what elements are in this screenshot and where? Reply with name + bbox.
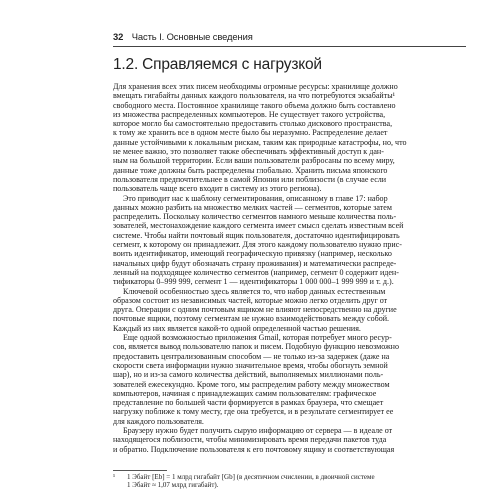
text-line: нагрузку поближе к тому месту, где она требуется, и в результате сегментирует ее bbox=[113, 407, 394, 417]
text-line: Еще одной возможностью приложения Gmail, которая потребует много ресур- bbox=[123, 333, 392, 343]
text-line: сов, является вывод пользователю папок и писем. Подобную функцию невозможно bbox=[113, 342, 399, 352]
text-line: почтовые ящики, поэтому сегментам не нужно взаимодействовать между собой. bbox=[113, 314, 390, 324]
text-line: начальных цифр будут обозначать страну проживания) и математически распреде- bbox=[113, 258, 397, 268]
text-line: Браузеру нужно будет получить сырую информацию от сервера — в идеале от bbox=[123, 425, 393, 435]
text-line: к тому же хранить все в одном месте было бы неразумно. Распределение делает bbox=[113, 128, 388, 138]
page-number: 32 bbox=[113, 31, 124, 42]
text-line: вмещать гигабайты данных каждого пользователя, на что потребуются экзабайты¹ bbox=[113, 91, 396, 101]
text-line: данные устойчивыми к локальным рискам, таким как природные катастрофы, но, что bbox=[113, 137, 407, 147]
text-line: пользователь чаще всего входит в систему из этого региона). bbox=[113, 184, 322, 194]
text-line: Это приводит нас к шаблону сегментирования, описанному в главе 17: набор bbox=[123, 193, 388, 203]
text-line: из множества распределенных компьютеров. Не существует такого устройства, bbox=[113, 109, 386, 119]
text-line: данные тоже должны быть распределены глобально. Хранить письма японского bbox=[113, 165, 388, 175]
section-title: 1.2. Справляемся с нагрузкой bbox=[113, 56, 322, 73]
running-header bbox=[113, 31, 253, 42]
text-line: ным на большой территории. Если ваши пользователи разбросаны по всему миру, bbox=[113, 156, 395, 166]
text-line: данных можно разбить на множество мелких частей — сегментов, которые затем bbox=[113, 202, 392, 212]
text-line: свободного места. Постоянное хранилище такого объема должно быть составлено bbox=[113, 100, 396, 110]
text-line: предоставить централизованным способом — не только из-за задержек (даже на bbox=[113, 351, 390, 361]
text-line: тификаторы 0–999 999, сегмент 1 — идентификаторы 1 000 000–1 999 999 и т. д.). bbox=[113, 277, 394, 287]
text-line: Каждый из них является какой-то одной определенной частью решения. bbox=[113, 323, 361, 333]
text-line: скорости света информации нужно значительное время, чтобы обогнуть земной bbox=[113, 360, 388, 370]
text-line: сегмент, к которому он принадлежит. Для этого каждому пользователю нужно прис- bbox=[113, 240, 402, 250]
text-line: образом состоит из независимых частей, которые можно легко отделить друг от bbox=[113, 295, 388, 305]
text-line: и обратно. Подключение пользователя к его почтовому ящику и соответствующая bbox=[113, 444, 395, 454]
text-line: не менее важно, это позволяет также обеспечивать эффективный доступ к дан- bbox=[113, 147, 384, 157]
text-line: Для хранения всех этих писем необходимы огромные ресурсы: хранилище должно bbox=[113, 82, 398, 91]
text-line: шар), но и из-за самого количества действий, выполняемых миллионами поль- bbox=[113, 370, 384, 380]
text-line: зователей, местонахождение каждого сегмента имеет смысл сделать известным всей bbox=[113, 221, 404, 231]
text-line: ленный на подходящее количество сегментов (например, сегмент 0 содержит иден- bbox=[113, 267, 399, 277]
text-line: распределить. Поскольку количество сегментов намного меньше количества поль- bbox=[113, 212, 397, 222]
footnote-line: 1 Эбайт [Eb] = 1 млрд гигабайт [Gb] (в десятичном счислении, в двоичной системе bbox=[127, 473, 375, 481]
footnote-line: 1 Эбайт ≈ 1,07 млрд гигабайт). bbox=[127, 481, 219, 490]
chapter-title: Часть I. Основные сведения bbox=[131, 31, 253, 42]
text-line: воить идентификатор, имеющий географическую привязку (например, несколько bbox=[113, 249, 392, 259]
text-line: представление по большей части формируется в рамках браузера, что смещает bbox=[113, 398, 384, 408]
text-line: системе. Чтобы найти почтовый ящик пользователя, достаточно идентифицировать bbox=[113, 230, 400, 240]
header-divider bbox=[113, 46, 466, 47]
text-line: друга. Операции с одним почтовым ящиком не влияют непосредственно на другие bbox=[113, 305, 397, 315]
text-line: для каждого пользователя. bbox=[113, 416, 204, 426]
text-line: находящегося поблизости, чтобы минимизировать время передачи пакетов туда bbox=[113, 435, 387, 445]
footnote-divider bbox=[113, 470, 167, 471]
text-line: пользователя предпочтительнее в самой Японии или поблизости (в случае если bbox=[113, 174, 387, 184]
text-line: компьютеров, начиная с принадлежащих самим пользователям: графическое bbox=[113, 388, 377, 398]
footnote-mark: ¹ bbox=[113, 473, 116, 481]
footnote bbox=[113, 473, 467, 490]
text-line: которое могло бы самостоятельно предоставить столько дискового пространства, bbox=[113, 119, 393, 129]
text-line: Ключевой особенностью здесь является то, что набор данных естественным bbox=[123, 286, 386, 296]
text-line: зователей ежесекундно. Кроме того, мы распределим работу между множеством bbox=[113, 379, 390, 389]
body-text bbox=[113, 82, 467, 454]
